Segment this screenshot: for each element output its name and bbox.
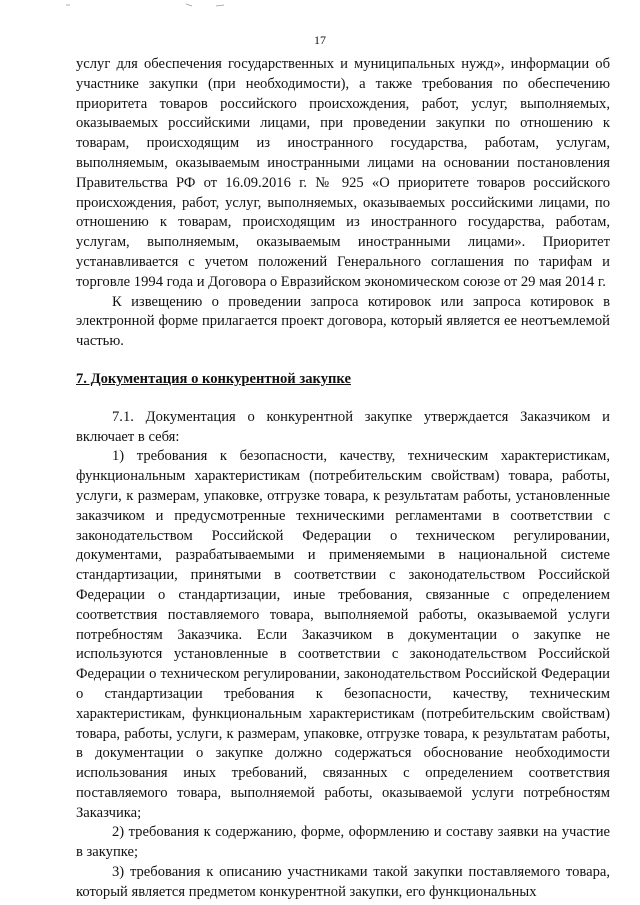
section-heading: 7. Документация о конкурентной закупке <box>76 370 351 387</box>
paragraph-priority-requirements: услуг для обеспечения государственных и муниципальных нужд», информации об участнике закупки (при необходимости), а также требования по обеспечению приоритета товаров российского происхождения, работ, услуг, выполняемых, оказываемых российскими лицами, при проведении закупки по отношению к товарам, происходящим из иностранного государства, работам, услугам, выполняемым, оказываемым иностранными лицами на основании постановления Правительства РФ от 16.09.2016 г. № 925 «О приоритете товаров российского происхождения, работ, услуг, выполняемых, оказываемых российскими лицами, по отношению к товарам, происходящим из иностранного государства, работам, услугам, выполняемым, оказываемым иностранными лицами». Приоритет устанавливается с учетом положений Генерального соглашения по тарифам и торговле 1994 года и Договора о Евразийском экономическом союзе от 29 мая 2014 г. <box>76 56 610 290</box>
paragraph-notice-attachment: К извещению о проведении запроса котировок или запроса котировок в электронной форме прилагается проект договора, который является ее неотъемлемой частью. <box>76 293 610 350</box>
paragraph-7-1: 7.1. Документация о конкурентной закупке утверждается Заказчиком и включает в себя: <box>76 408 610 445</box>
scan-artifact-marks <box>66 2 266 8</box>
list-item-2: 2) требования к содержанию, форме, оформлению и составу заявки на участие в закупке; <box>76 824 610 861</box>
page-number: 17 <box>314 33 326 47</box>
list-item-3: 3) требования к описанию участниками такой закупки поставляемого товара, который является предметом конкурентной закупки, его функциональных <box>76 864 610 900</box>
document-body <box>76 55 610 903</box>
list-item-1: 1) требования к безопасности, качеству, техническим характеристикам, функциональным характеристикам (потребительским свойствам) товара, работы, услуги, к размерам, упаковке, отгрузке товара, к результатам работы, установленные заказчиком и предусмотренные техническими регламентами в соответствии с законодательством Российской Федерации о техническом регулировании, документами, разрабатываемыми и применяемыми в национальной системе стандартизации, принятыми в соответствии с законодательством Российской Федерации о стандартизации, иные требования, связанные с определением соответствия поставляемого товара, выполняемой работы, оказываемой услуги потребностям Заказчика. Если Заказчиком в документации о закупке не используются установленные в соответствии с законодательством Российской Федерации о техническом регулировании, законодательством Российской Федерации о стандартизации требования к безопасности, качеству, техническим характеристикам, функциональным характеристикам (потребительским свойствам) товара, работы, услуги, к размерам, упаковке, отгрузке товара, к результатам работы, в документации о закупке должно содержаться обоснование необходимости использования иных требований, связанных с определением соответствия поставляемого товара, выполняемой работы, оказываемой услуги потребностям Заказчика; <box>76 448 610 821</box>
